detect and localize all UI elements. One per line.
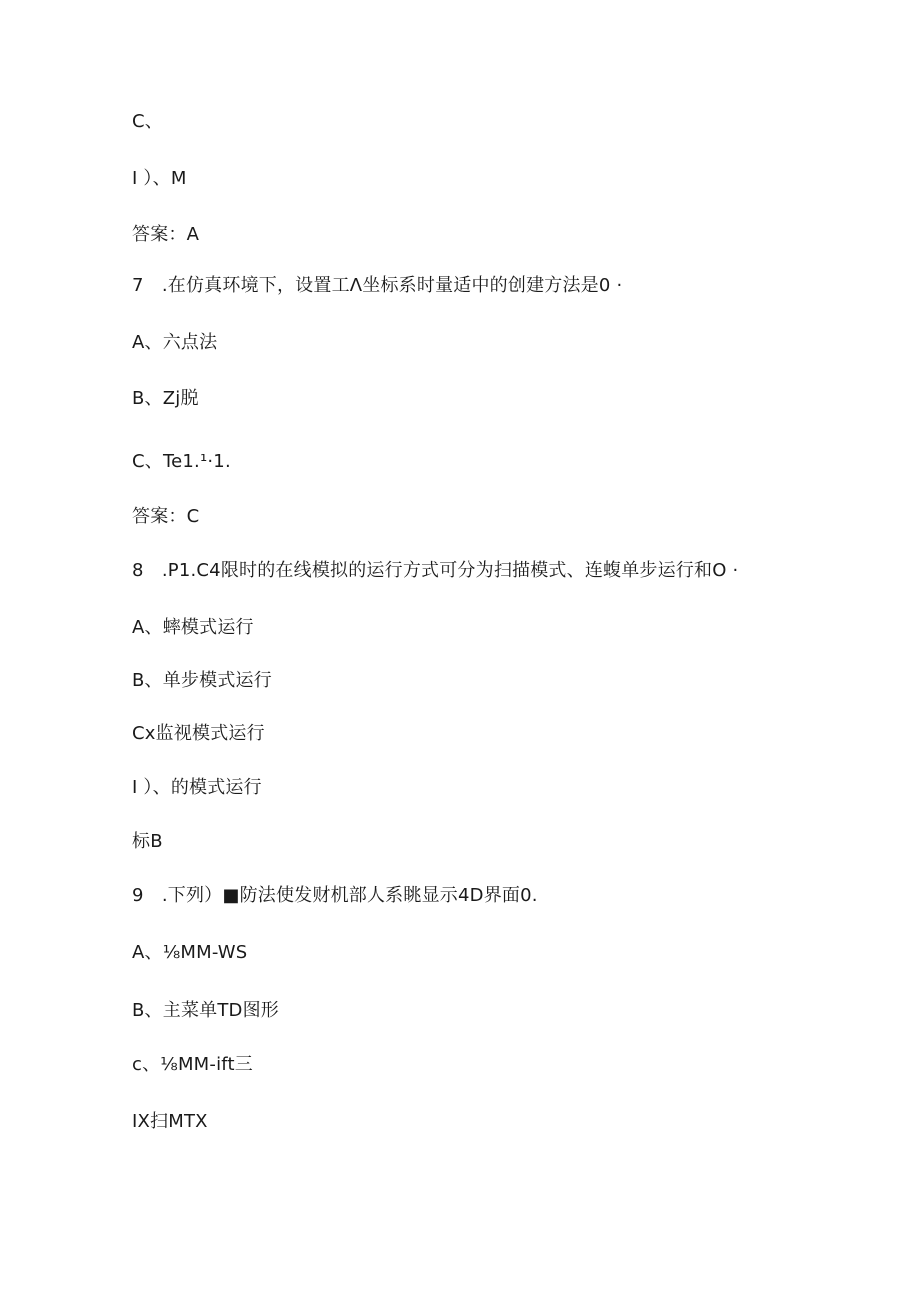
- q9-option-d: IX扫MTX: [132, 1111, 208, 1132]
- q7-option-a: A、六点法: [132, 332, 218, 353]
- answer-line: 答案：A: [132, 224, 200, 245]
- question-8: 8 .P1.C4限时的在线模拟的运行方式可分为扫描模式、连蝮单步运行和O ·: [132, 560, 739, 581]
- q7-option-b: B、Zj脱: [132, 388, 199, 409]
- q8-option-d: I ）、的模式运行: [132, 777, 262, 798]
- q7-option-c: C、Te1.¹·1.: [132, 451, 231, 472]
- q9-option-a: A、⅛MM-WS: [132, 942, 248, 963]
- q8-option-c: Cx监视模式运行: [132, 723, 265, 744]
- question-7: 7 .在仿真环境下，设置工Λ坐标系时量适中的创建方法是0 ·: [132, 275, 623, 296]
- q7-answer: 答案：C: [132, 506, 200, 527]
- q9-option-c: c、⅛MM-ift三: [132, 1054, 253, 1075]
- q9-option-b: B、主菜单TD图形: [132, 1000, 280, 1021]
- q8-option-b: B、单步模式运行: [132, 670, 272, 691]
- q8-option-a: A、蟀模式运行: [132, 617, 254, 638]
- question-9: 9 .下列）■防法使发财机部人系眺显示4D界面0.: [132, 885, 538, 906]
- option-d-line: I ）、M: [132, 168, 187, 189]
- option-c-line: C、: [132, 111, 163, 132]
- q8-answer: 标B: [132, 831, 163, 852]
